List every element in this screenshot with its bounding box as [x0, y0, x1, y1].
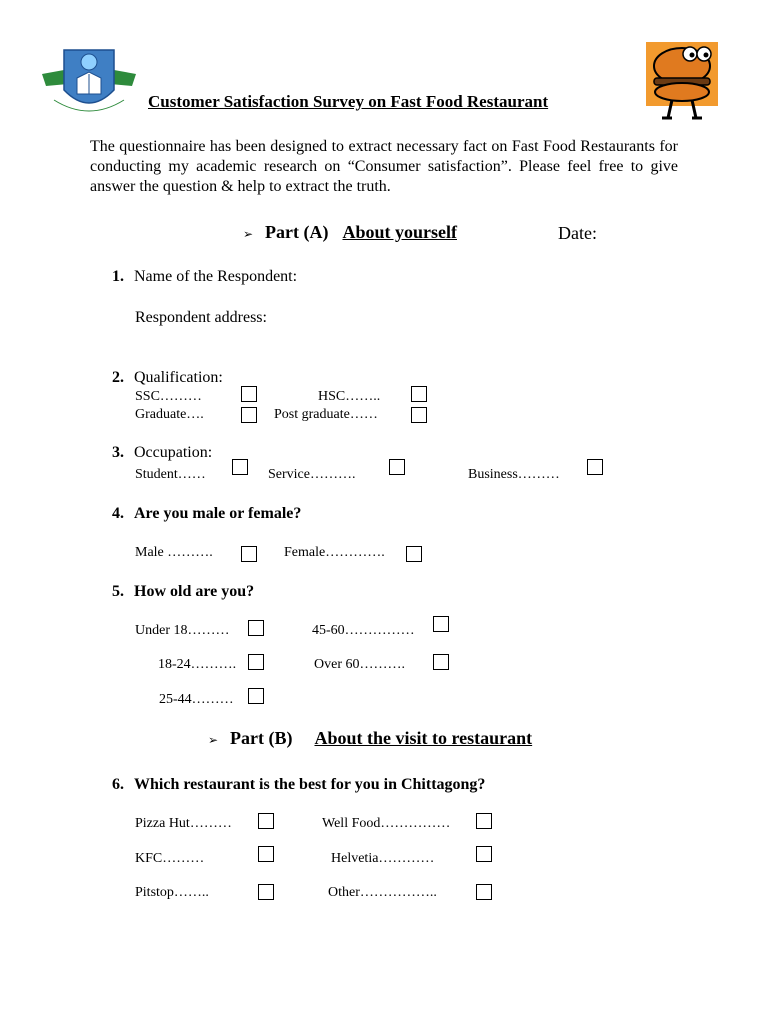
checkbox-kfc[interactable] [258, 846, 274, 862]
option-business: Business……… [468, 467, 560, 482]
question-2 [112, 369, 223, 387]
question-number: 5. [112, 583, 124, 600]
checkbox-25-44[interactable] [248, 688, 264, 704]
question-number: 3. [112, 444, 124, 461]
checkbox-male[interactable] [241, 546, 257, 562]
question-text: How old are you? [134, 583, 255, 600]
question-number: 1. [112, 268, 124, 285]
checkbox-hsc[interactable] [411, 386, 427, 402]
date-label: Date: [558, 223, 597, 243]
checkbox-ssc[interactable] [241, 386, 257, 402]
option-45-60: 45-60…………… [312, 623, 415, 638]
option-kfc: KFC……… [135, 851, 205, 866]
question-text: Name of the Respondent: [134, 268, 298, 285]
part-a-subtitle: About yourself [342, 222, 457, 242]
option-female: Female…………. [284, 545, 385, 560]
arrow-bullet-icon: ➢ [208, 733, 219, 747]
question-number: 4. [112, 505, 124, 522]
checkbox-female[interactable] [406, 546, 422, 562]
question-text: Qualification: [134, 369, 223, 386]
question-1 [112, 268, 297, 286]
part-a-label: Part (A) [265, 222, 329, 242]
checkbox-helvetia[interactable] [476, 846, 492, 862]
option-graduate: Graduate…. [135, 407, 204, 422]
checkbox-well-food[interactable] [476, 813, 492, 829]
option-over-60: Over 60………. [314, 657, 405, 672]
part-b-heading [208, 728, 532, 749]
checkbox-post-graduate[interactable] [411, 407, 427, 423]
checkbox-under-18[interactable] [248, 620, 264, 636]
checkbox-pizza-hut[interactable] [258, 813, 274, 829]
question-number: 2. [112, 369, 124, 386]
question-text: Are you male or female? [134, 505, 302, 522]
checkbox-other[interactable] [476, 884, 492, 900]
survey-title: Customer Satisfaction Survey on Fast Food Restaurant [148, 92, 549, 111]
question-4 [112, 505, 301, 523]
option-helvetia: Helvetia………… [331, 851, 435, 866]
question-text: Which restaurant is the best for you in Chittagong? [134, 776, 486, 793]
option-hsc: HSC…….. [318, 389, 381, 404]
option-25-44: 25-44……… [159, 692, 234, 707]
checkbox-18-24[interactable] [248, 654, 264, 670]
option-ssc: SSC……… [135, 389, 202, 404]
checkbox-over-60[interactable] [433, 654, 449, 670]
checkbox-pitstop[interactable] [258, 884, 274, 900]
arrow-bullet-icon: ➢ [243, 227, 254, 241]
intro-paragraph: The questionnaire has been designed to extract necessary fact on Fast Food Restaurants for conducting my academic research on “Consumer satisfaction”. Please feel free to give answer the question & help to extract the truth. [90, 138, 678, 195]
checkbox-service[interactable] [389, 459, 405, 475]
option-post-graduate: Post graduate…… [274, 407, 378, 422]
question-3 [112, 444, 212, 462]
part-b-label: Part (B) [230, 728, 293, 748]
part-a-heading [243, 222, 457, 243]
option-student: Student…… [135, 467, 206, 482]
university-logo [40, 44, 138, 118]
option-pizza-hut: Pizza Hut……… [135, 816, 232, 831]
question-text: Occupation: [134, 444, 213, 461]
part-b-subtitle: About the visit to restaurant [314, 728, 533, 748]
question-6 [112, 776, 485, 794]
option-18-24: 18-24………. [158, 657, 237, 672]
burger-mascot-image [642, 40, 720, 122]
option-pitstop: Pitstop…….. [135, 885, 209, 900]
option-under-18: Under 18……… [135, 623, 230, 638]
respondent-address-label: Respondent address: [135, 309, 267, 326]
question-5 [112, 583, 254, 601]
checkbox-45-60[interactable] [433, 616, 449, 632]
checkbox-student[interactable] [232, 459, 248, 475]
question-number: 6. [112, 776, 124, 793]
option-other: Other…………….. [328, 885, 437, 900]
checkbox-graduate[interactable] [241, 407, 257, 423]
option-well-food: Well Food…………… [322, 816, 451, 831]
checkbox-business[interactable] [587, 459, 603, 475]
option-service: Service………. [268, 467, 356, 482]
option-male: Male ………. [135, 545, 213, 560]
